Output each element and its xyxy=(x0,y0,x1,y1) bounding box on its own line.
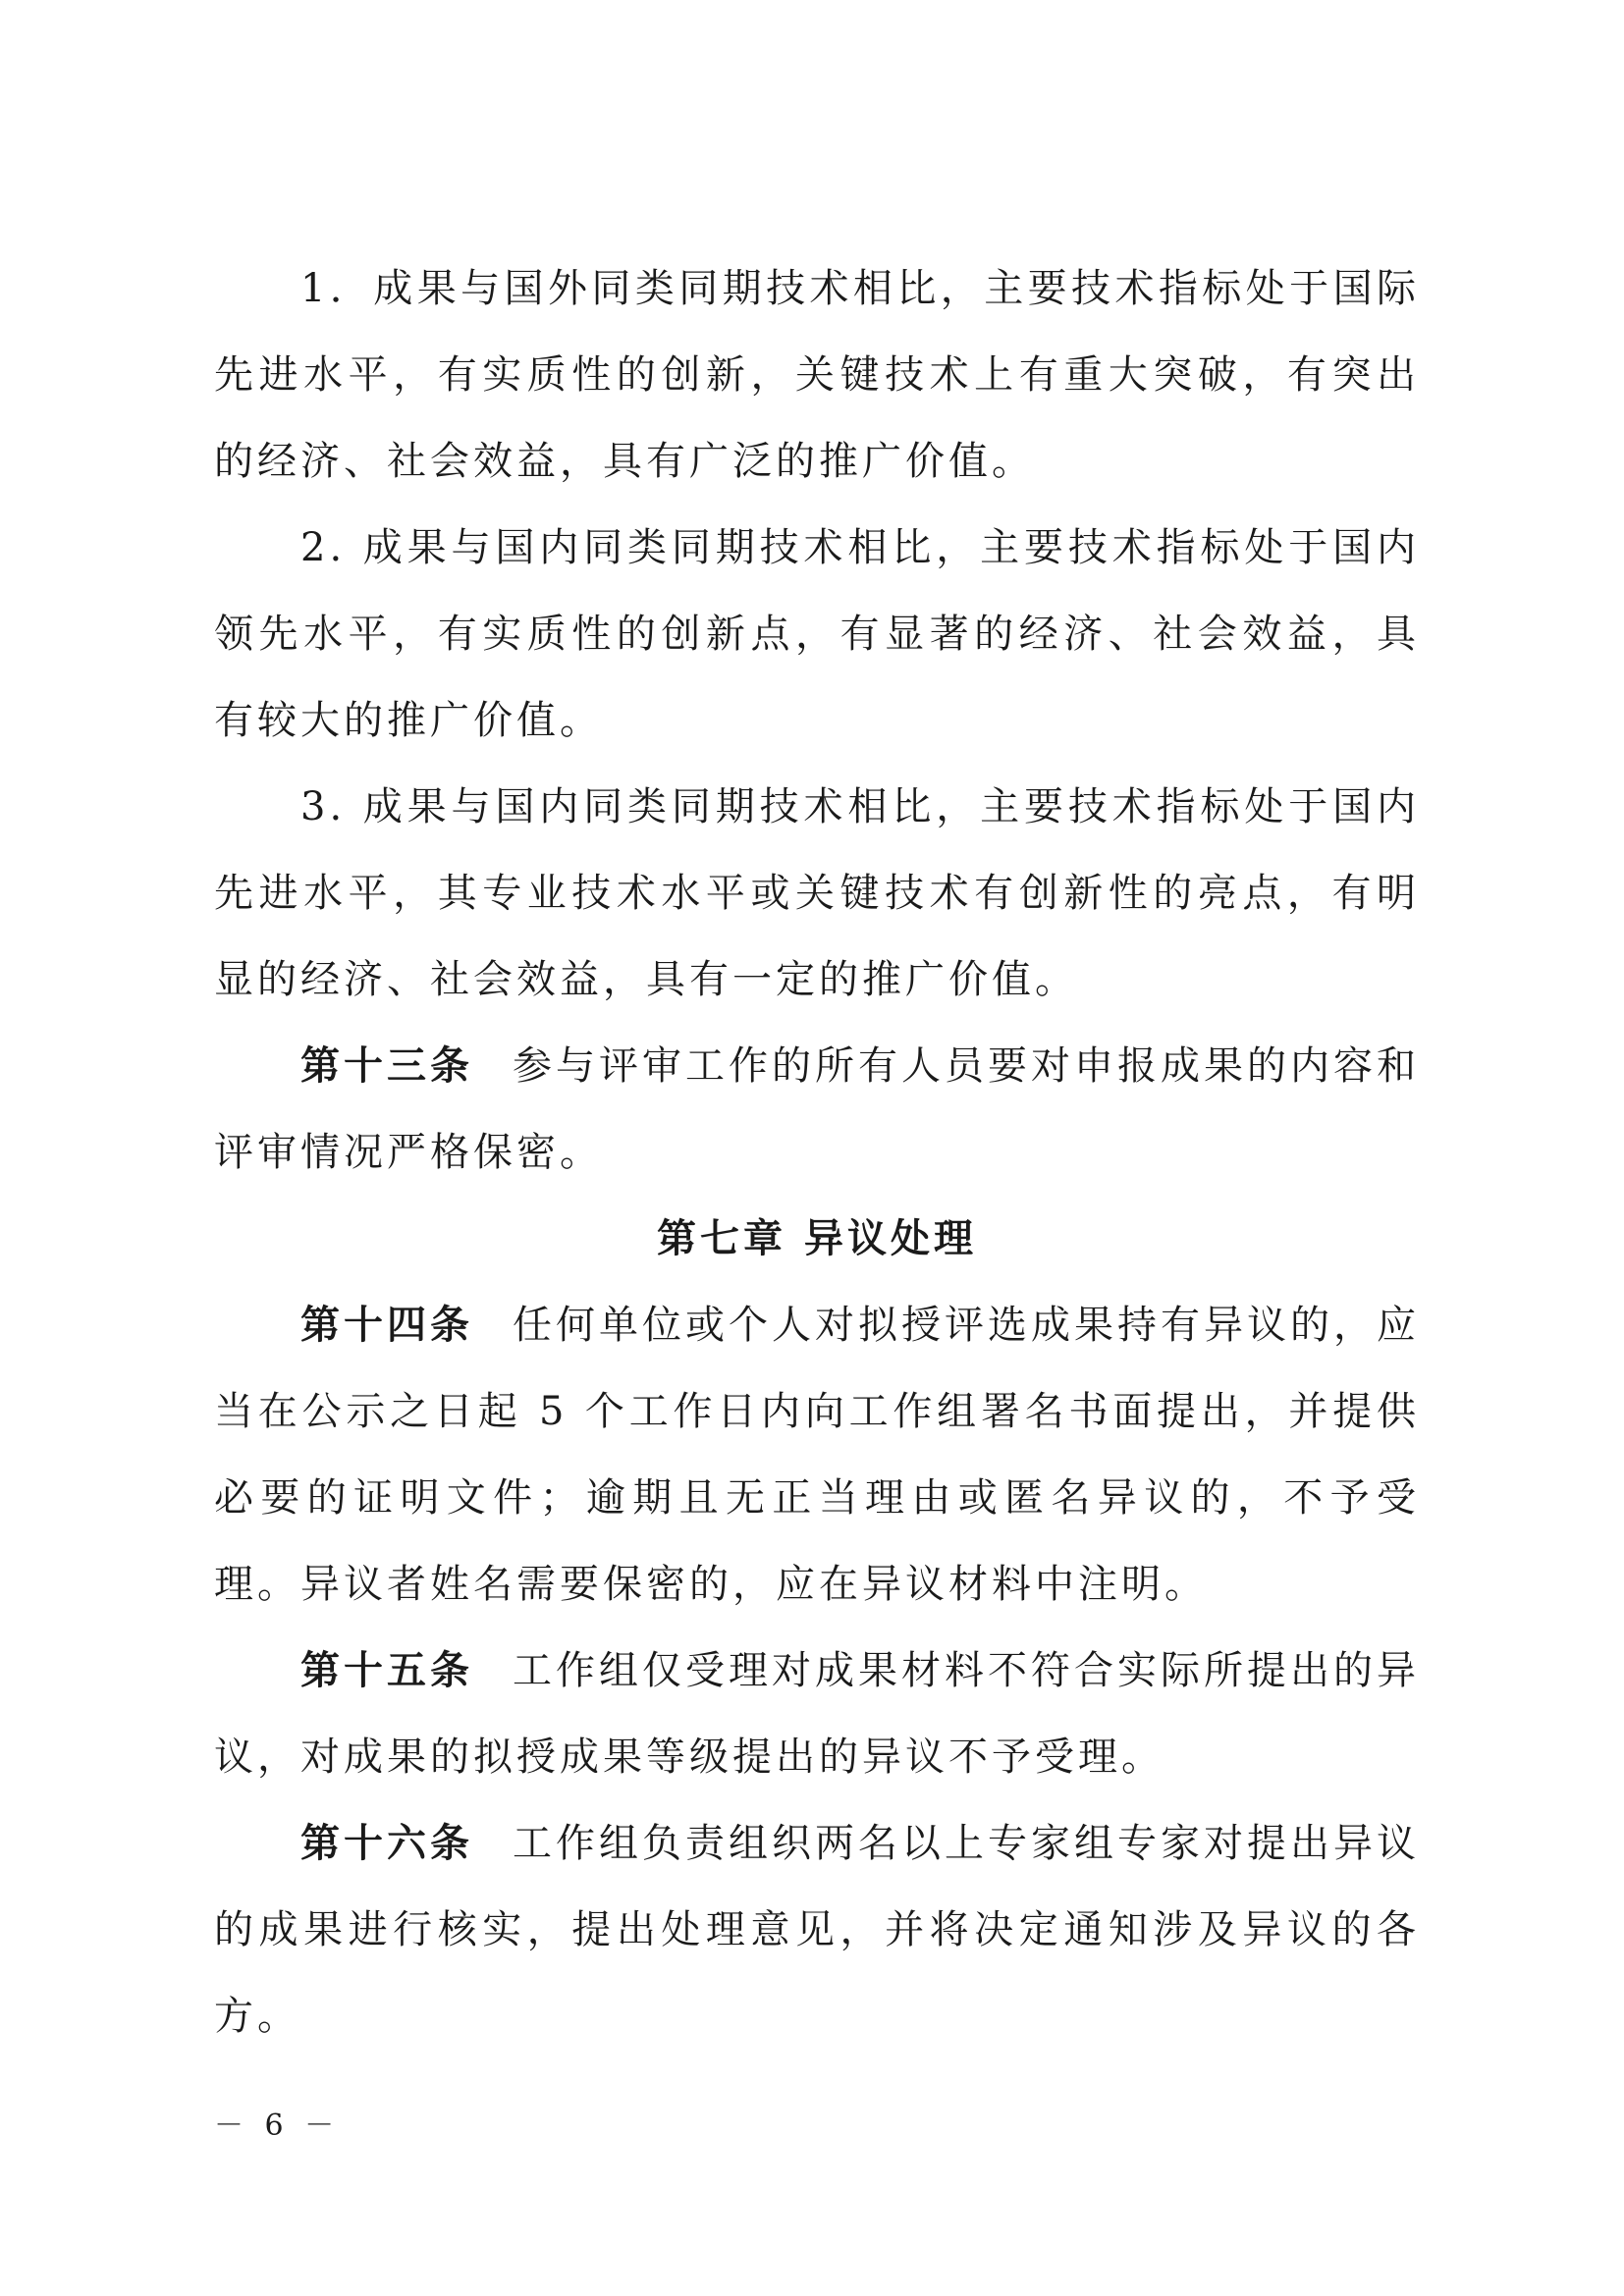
article-16-text: 工作组负责组织两名以上专家组专家对提出异议的成果进行核实，提出处理意见，并将决定通知涉及异议的各方。 xyxy=(214,1821,1420,2039)
article-14-text: 任何单位或个人对拟授评选成果持有异议的，应当在公示之日起 5 个工作日内向工作组署名书面提出，并提供必要的证明文件；逾期且无正当理由或匿名异议的，不予受理。异议者姓名需要保密的，应在异议材料中注明。 xyxy=(214,1303,1420,1607)
article-13 xyxy=(214,1023,1420,1196)
paragraph-item-3: 3. 成果与国内同类同期技术相比，主要技术指标处于国内先进水平，其专业技术水平或关键技术有创新性的亮点，有明显的经济、社会效益，具有一定的推广价值。 xyxy=(214,784,1420,1002)
article-14 xyxy=(214,1282,1420,1628)
article-14-label: 第十四条 xyxy=(300,1303,473,1348)
paragraph-item-1: 1．成果与国外同类同期技术相比，主要技术指标处于国际先进水平，有实质性的创新，关键技术上有重大突破，有突出的经济、社会效益，具有广泛的推广价值。 xyxy=(214,266,1420,484)
article-15 xyxy=(214,1628,1420,1800)
article-13-text: 参与评审工作的所有人员要对申报成果的内容和评审情况严格保密。 xyxy=(214,1043,1420,1175)
document-body xyxy=(214,245,1420,2059)
page-number: － 6 － xyxy=(214,2109,341,2143)
article-13-label: 第十三条 xyxy=(300,1043,473,1089)
article-15-text: 工作组仅受理对成果材料不符合实际所提出的异议，对成果的拟授成果等级提出的异议不予受理。 xyxy=(214,1648,1420,1780)
article-16 xyxy=(214,1800,1420,2059)
article-16-label: 第十六条 xyxy=(300,1821,473,1866)
chapter-title: 第七章 异议处理 xyxy=(657,1216,977,1261)
paragraph-item-2: 2. 成果与国内同类同期技术相比，主要技术指标处于国内领先水平，有实质性的创新点，有显著的经济、社会效益，具有较大的推广价值。 xyxy=(214,525,1420,743)
article-15-label: 第十五条 xyxy=(300,1648,473,1693)
